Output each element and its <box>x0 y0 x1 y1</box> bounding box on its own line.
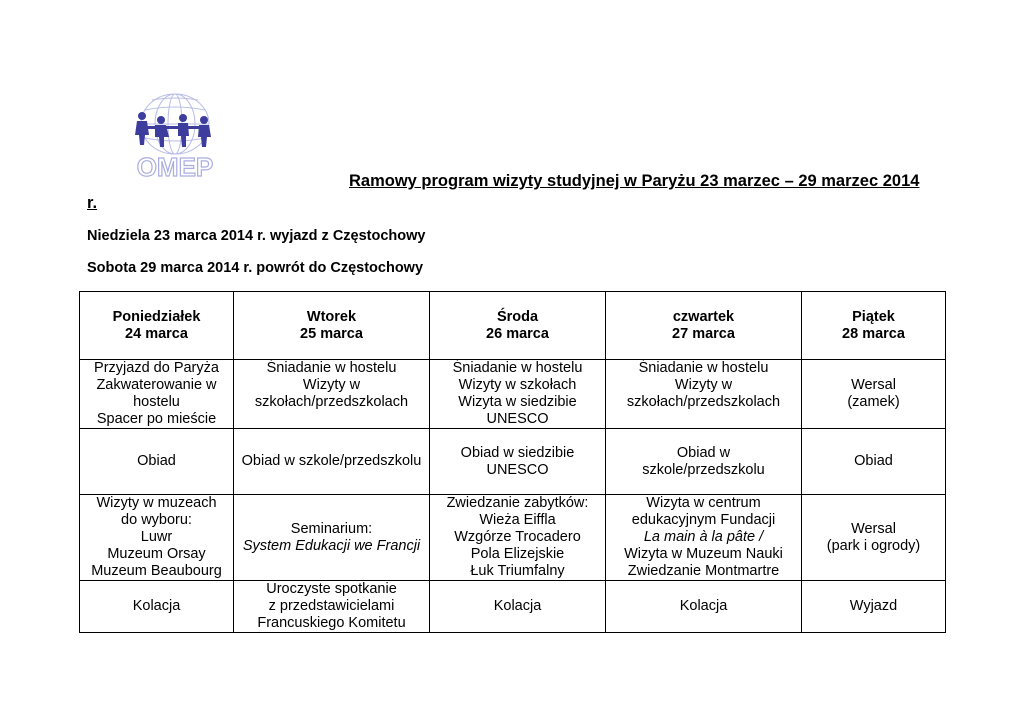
table-cell: Obiad w szkole/przedszkolu <box>606 429 802 495</box>
table-row <box>80 581 946 633</box>
omep-logo <box>128 90 222 186</box>
return-info: Sobota 29 marca 2014 r. powrót do Częstochowy <box>87 260 424 276</box>
page-title: Ramowy program wizyty studyjnej w Paryżu 23 marzec – 29 marzec 2014 <box>349 172 920 190</box>
table-cell: Wizyta w centrum edukacyjnym Fundacji La main à la pâte / Wizyta w Muzeum Nauki Zwiedzanie Montmartre <box>606 495 802 581</box>
table-cell: Wersal (zamek) <box>802 360 946 429</box>
table-cell: Śniadanie w hostelu Wizyty w szkołach/przedszkolach <box>234 360 430 429</box>
table-cell: Kolacja <box>430 581 606 633</box>
page-title-tail: r. <box>87 194 98 212</box>
table-cell: Zwiedzanie zabytków: Wieża Eiffla Wzgórze Trocadero Pola Elizejskie Łuk Triumfalny <box>430 495 606 581</box>
departure-info: Niedziela 23 marca 2014 r. wyjazd z Częstochowy <box>87 228 426 244</box>
table-row <box>80 360 946 429</box>
header-row <box>80 292 946 360</box>
header-tuesday: Wtorek 25 marca <box>234 292 430 360</box>
schedule-table <box>79 291 946 633</box>
globe-children-icon <box>128 90 222 160</box>
table-row <box>80 495 946 581</box>
table-row <box>80 429 946 495</box>
table-cell: Uroczyste spotkanie z przedstawicielami Francuskiego Komitetu <box>234 581 430 633</box>
logo-text: OMEP <box>136 152 214 182</box>
table-cell: Wyjazd <box>802 581 946 633</box>
header-wednesday: Środa 26 marca <box>430 292 606 360</box>
table-cell: Kolacja <box>80 581 234 633</box>
header-friday: Piątek 28 marca <box>802 292 946 360</box>
table-cell: Obiad w siedzibie UNESCO <box>430 429 606 495</box>
table-cell: Obiad <box>80 429 234 495</box>
header-monday: Poniedziałek 24 marca <box>80 292 234 360</box>
table-cell: Wizyty w muzeach do wyboru: Luwr Muzeum Orsay Muzeum Beaubourg <box>80 495 234 581</box>
table-cell: Wersal (park i ogrody) <box>802 495 946 581</box>
table-cell: Kolacja <box>606 581 802 633</box>
table-cell: Obiad w szkole/przedszkolu <box>234 429 430 495</box>
table-cell: Przyjazd do Paryża Zakwaterowanie w hostelu Spacer po mieście <box>80 360 234 429</box>
table-cell: Obiad <box>802 429 946 495</box>
table-cell: Śniadanie w hostelu Wizyty w szkołach Wizyta w siedzibie UNESCO <box>430 360 606 429</box>
header-thursday: czwartek 27 marca <box>606 292 802 360</box>
table-cell: Seminarium: System Edukacji we Francji <box>234 495 430 581</box>
table-cell: Śniadanie w hostelu Wizyty w szkołach/przedszkolach <box>606 360 802 429</box>
